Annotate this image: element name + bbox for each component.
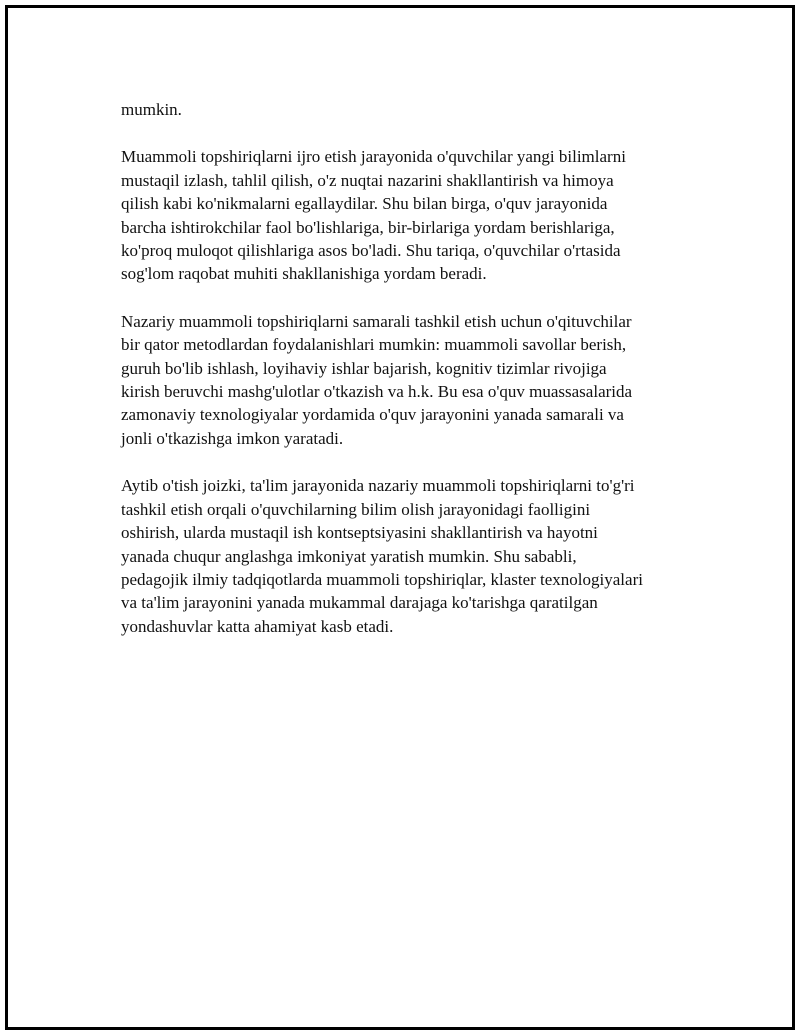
paragraph-2 — [121, 145, 711, 285]
text-line: pedagojik ilmiy tadqiqotlarda muammoli topshiriqlar, klaster texnologiyalari — [121, 569, 643, 589]
text-line: sog'lom raqobat muhiti shakllanishiga yordam beradi. — [121, 264, 487, 284]
text-line: oshirish, ularda mustaqil ish kontseptsiyasini shakllantirish va hayotni — [121, 523, 598, 543]
text-line: barcha ishtirokchilar faol bo'lishlariga, bir-birlariga yordam berishlariga, — [121, 217, 615, 237]
text-line: Aytib o'tish joizki, ta'lim jarayonida nazariy muammoli topshiriqlarni to'g'ri — [121, 476, 635, 496]
text-line: tashkil etish orqali o'quvchilarning bilim olish jarayonidagi faolligini — [121, 499, 591, 519]
text-line: mumkin. — [121, 100, 182, 119]
text-line: yanada chuqur anglashga imkoniyat yaratish mumkin. Shu sababli, — [121, 546, 577, 566]
text-line: qilish kabi ko'nikmalarni egallaydilar. Shu bilan birga, o'quv jarayonida — [121, 194, 608, 214]
text-line: ko'proq muloqot qilishlariga asos bo'ladi. Shu tariqa, o'quvchilar o'rtasida — [121, 241, 621, 261]
body-text — [121, 98, 711, 662]
text-line: kirish beruvchi mashg'ulotlar o'tkazish va h.k. Bu esa o'quv muassasalarida — [121, 382, 633, 402]
document-page — [5, 5, 795, 1030]
text-line: yondashuvlar katta ahamiyat kasb etadi. — [121, 616, 394, 636]
paragraph-3 — [121, 310, 711, 450]
paragraph-4 — [121, 474, 711, 638]
text-line: Muammoli topshiriqlarni ijro etish jarayonida o'quvchilar yangi bilimlarni — [121, 147, 626, 167]
text-line: zamonaviy texnologiyalar yordamida o'quv jarayonini yanada samarali va — [121, 405, 624, 425]
text-line: guruh bo'lib ishlash, loyihaviy ishlar bajarish, kognitiv tizimlar rivojiga — [121, 358, 607, 378]
text-line: mustaqil izlash, tahlil qilish, o'z nuqtai nazarini shakllantirish va himoya — [121, 170, 614, 190]
text-line: bir qator metodlardan foydalanishlari mumkin: muammoli savollar berish, — [121, 335, 627, 355]
text-line: va ta'lim jarayonini yanada mukammal darajaga ko'tarishga qaratilgan — [121, 593, 598, 613]
paragraph-1 — [121, 98, 711, 121]
text-line: jonli o'tkazishga imkon yaratadi. — [121, 428, 344, 448]
text-line: Nazariy muammoli topshiriqlarni samarali tashkil etish uchun o'qituvchilar — [121, 311, 632, 331]
